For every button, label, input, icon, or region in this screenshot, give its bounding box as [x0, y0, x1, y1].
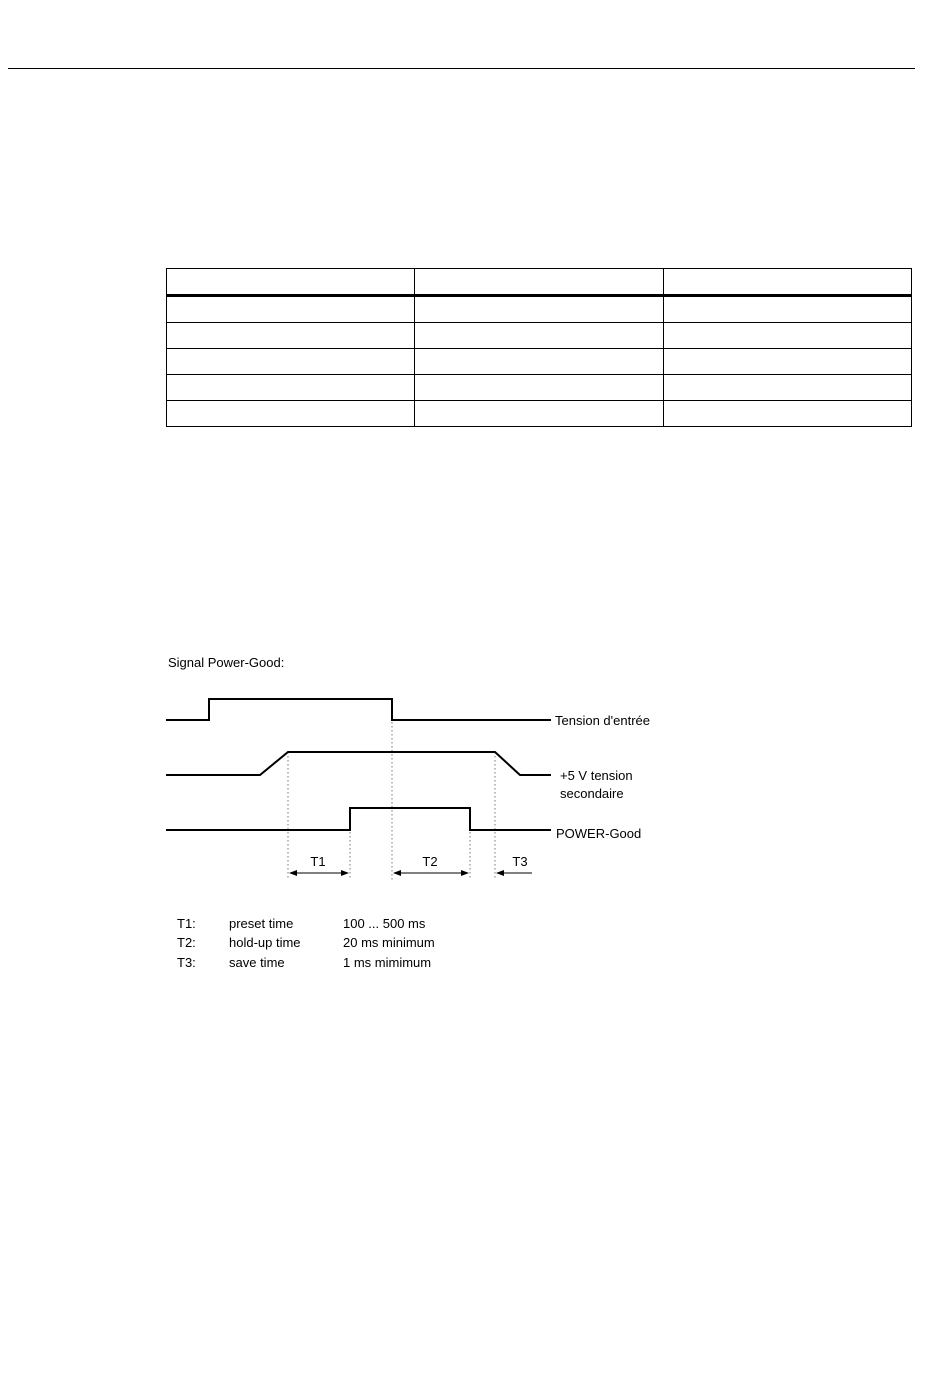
power-good-waveform	[166, 808, 551, 830]
table-cell	[663, 375, 911, 401]
table-cell	[167, 323, 415, 349]
legend-code: T1:	[177, 916, 196, 931]
table-header-row	[167, 269, 912, 296]
table-cell	[415, 296, 663, 323]
timing-legend	[177, 916, 435, 970]
input-voltage-waveform	[166, 699, 551, 720]
legend-value: 100 ... 500 ms	[343, 916, 426, 931]
legend-name: hold-up time	[229, 935, 301, 950]
waveforms	[166, 699, 551, 830]
table-row	[167, 401, 912, 427]
legend-code: T2:	[177, 935, 196, 950]
table-cell	[663, 401, 911, 427]
table-header-cell	[663, 269, 911, 296]
legend-value: 1 ms mimimum	[343, 955, 432, 970]
diagram-title: Signal Power-Good:	[168, 655, 285, 670]
table-row	[167, 349, 912, 375]
spec-table	[166, 268, 912, 427]
t1-label: T1	[310, 854, 326, 869]
header-rule	[8, 68, 915, 69]
input-voltage-label: Tension d'entrée	[555, 713, 650, 728]
table-cell	[415, 323, 663, 349]
table-cell	[415, 401, 663, 427]
table-cell	[415, 349, 663, 375]
t3-label: T3	[512, 854, 528, 869]
table-row	[167, 296, 912, 323]
table-cell	[663, 323, 911, 349]
secondary-voltage-label-line2: secondaire	[560, 786, 624, 801]
table-cell	[167, 401, 415, 427]
table-header-cell	[415, 269, 663, 296]
table-row	[167, 375, 912, 401]
legend-name: save time	[229, 955, 285, 970]
table-cell	[415, 375, 663, 401]
power-good-label: POWER-Good	[556, 826, 642, 841]
legend-value: 20 ms minimum	[343, 935, 435, 950]
secondary-voltage-label-line1: +5 V tension	[560, 768, 633, 783]
table-cell	[663, 349, 911, 375]
table-cell	[663, 296, 911, 323]
table-cell	[167, 375, 415, 401]
secondary-voltage-waveform	[166, 752, 551, 775]
table-cell	[167, 349, 415, 375]
table-row	[167, 323, 912, 349]
legend-code: T3:	[177, 955, 196, 970]
legend-name: preset time	[229, 916, 294, 931]
table-header-cell	[167, 269, 415, 296]
power-good-timing-diagram	[0, 640, 950, 1000]
t2-label: T2	[422, 854, 438, 869]
table-cell	[167, 296, 415, 323]
